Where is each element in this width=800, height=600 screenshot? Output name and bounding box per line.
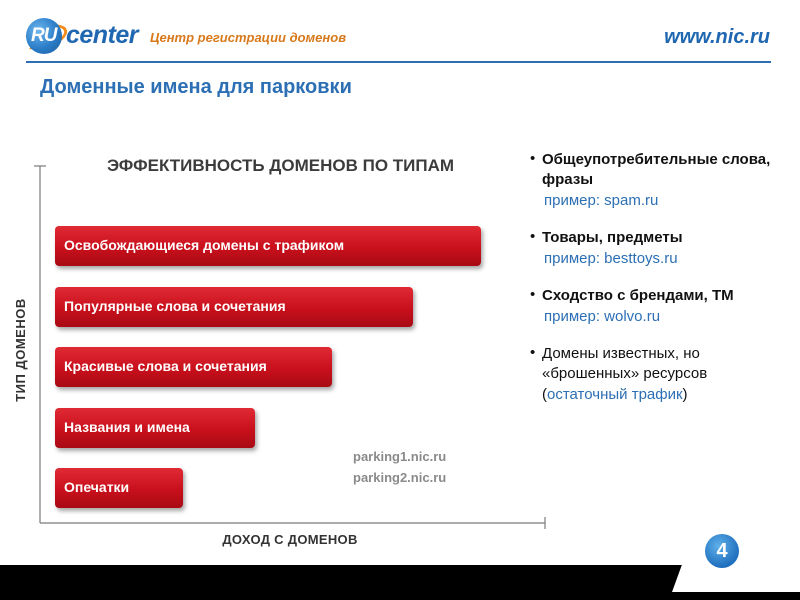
note-close: ) — [682, 386, 688, 403]
list-item — [530, 228, 792, 270]
site-url: www.nic.ru — [664, 26, 770, 48]
note-open: ( — [542, 386, 547, 403]
bar-1 — [55, 226, 481, 266]
list-item-example: пример: wolvo.ru — [544, 308, 661, 325]
page-number-badge: 4 — [705, 534, 739, 568]
bar-3 — [55, 347, 332, 387]
bar-label: Красивые слова и сочетания — [64, 358, 267, 374]
bar-label: Популярные слова и сочетания — [64, 297, 286, 314]
list-item-note — [542, 384, 792, 406]
domain-type-list — [530, 150, 792, 422]
bar-4 — [55, 408, 255, 448]
bar-label: Опечатки — [64, 479, 130, 495]
parking-annotations — [353, 446, 446, 488]
list-item-example: пример: besttoys.ru — [544, 250, 678, 267]
bar-2 — [55, 287, 413, 327]
list-item-title: • Сходство с брендами, ТМ — [542, 287, 734, 304]
tagline: Центр регистрации доменов — [150, 30, 347, 45]
parking-annotation-2: parking2.nic.ru — [353, 470, 447, 485]
logo-ru-text: RU — [31, 25, 57, 46]
bar-5 — [55, 468, 183, 508]
list-item-example: пример: spam.ru — [544, 192, 659, 209]
parking-annotation-1: parking1.nic.ru — [353, 449, 447, 464]
list-item — [530, 150, 792, 212]
bar-label: Названия и имена — [64, 418, 190, 435]
list-item — [530, 344, 792, 406]
list-item-title: • Товары, предметы — [542, 229, 683, 246]
bar-label: Освобождающиеся домены с трафиком — [64, 237, 345, 253]
list-item — [530, 286, 792, 328]
list-item-title: • Домены известных, но «брошенных» ресурсов — [542, 345, 708, 382]
note-highlight: остаточный трафик — [547, 386, 683, 403]
chart-title: ЭФФЕКТИВНОСТЬ ДОМЕНОВ ПО ТИПАМ — [106, 156, 455, 175]
page-title: Доменные имена для парковки — [40, 76, 352, 98]
y-axis-label: ТИП ДОМЕНОВ — [13, 298, 28, 402]
logo-center-text: center — [66, 21, 139, 49]
x-axis-label: ДОХОД С ДОМЕНОВ — [222, 532, 358, 547]
list-item-title: • Общеупотребительные слова, фразы — [542, 151, 771, 188]
